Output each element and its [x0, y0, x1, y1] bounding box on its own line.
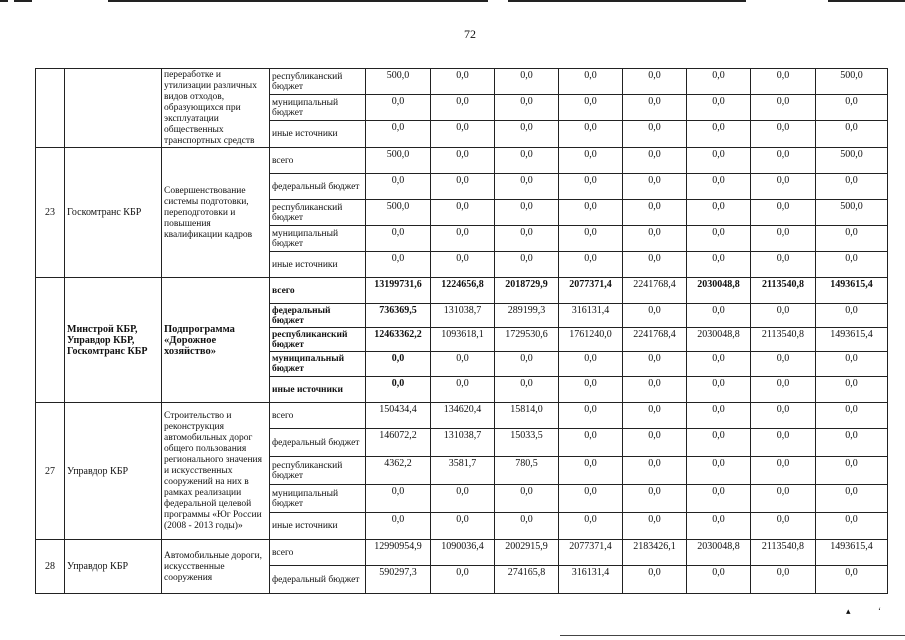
value-cell: 146072,2 [366, 429, 431, 457]
funding-source: муниципальный бюджет [270, 352, 366, 377]
value-cell: 0,0 [623, 513, 687, 540]
funding-source: всего [270, 403, 366, 429]
value-cell: 0,0 [751, 457, 816, 485]
value-cell: 0,0 [623, 457, 687, 485]
value-cell: 0,0 [559, 226, 623, 252]
value-cell: 15814,0 [495, 403, 559, 429]
value-cell: 0,0 [559, 200, 623, 226]
value-cell: 0,0 [366, 485, 431, 513]
funding-source: муниципальный бюджет [270, 95, 366, 121]
value-cell: 0,0 [816, 95, 888, 121]
value-cell: 2113540,8 [751, 328, 816, 352]
value-cell: 500,0 [366, 200, 431, 226]
value-cell: 0,0 [687, 377, 751, 403]
value-cell: 0,0 [687, 200, 751, 226]
value-cell: 0,0 [751, 429, 816, 457]
value-cell: 0,0 [687, 174, 751, 200]
value-cell: 0,0 [623, 148, 687, 174]
value-cell: 0,0 [687, 457, 751, 485]
value-cell: 0,0 [687, 252, 751, 278]
value-cell: 0,0 [559, 485, 623, 513]
value-cell: 0,0 [366, 226, 431, 252]
value-cell: 0,0 [559, 429, 623, 457]
value-cell: 2030048,8 [687, 278, 751, 304]
value-cell: 0,0 [751, 566, 816, 594]
value-cell: 0,0 [623, 566, 687, 594]
value-cell: 1761240,0 [559, 328, 623, 352]
value-cell: 0,0 [366, 121, 431, 148]
funding-source: федеральный бюджет [270, 429, 366, 457]
table-row [36, 540, 888, 566]
value-cell: 0,0 [623, 485, 687, 513]
value-cell: 0,0 [431, 69, 495, 95]
value-cell: 274165,8 [495, 566, 559, 594]
value-cell: 0,0 [751, 200, 816, 226]
value-cell: 500,0 [366, 69, 431, 95]
value-cell: 0,0 [687, 304, 751, 328]
value-cell: 0,0 [687, 429, 751, 457]
value-cell: 13199731,6 [366, 278, 431, 304]
measure-description: Автомобильные дороги, искусственные сооружения [162, 540, 270, 594]
table-row [36, 69, 888, 95]
value-cell: 0,0 [431, 226, 495, 252]
value-cell: 0,0 [751, 148, 816, 174]
value-cell: 15033,5 [495, 429, 559, 457]
value-cell: 0,0 [751, 513, 816, 540]
value-cell: 0,0 [816, 174, 888, 200]
value-cell: 1493615,4 [816, 278, 888, 304]
value-cell: 0,0 [751, 174, 816, 200]
value-cell: 131038,7 [431, 429, 495, 457]
funding-source: республиканский бюджет [270, 69, 366, 95]
value-cell: 2018729,9 [495, 278, 559, 304]
value-cell: 0,0 [751, 69, 816, 95]
value-cell: 500,0 [816, 200, 888, 226]
value-cell: 0,0 [366, 352, 431, 377]
value-cell: 0,0 [816, 377, 888, 403]
value-cell: 0,0 [687, 69, 751, 95]
value-cell: 0,0 [816, 566, 888, 594]
value-cell: 0,0 [751, 121, 816, 148]
value-cell: 0,0 [687, 148, 751, 174]
funding-source: республиканский бюджет [270, 457, 366, 485]
executor-cell: Управдор КБР [65, 540, 162, 594]
value-cell: 0,0 [623, 429, 687, 457]
value-cell: 134620,4 [431, 403, 495, 429]
table-row [36, 148, 888, 174]
value-cell: 1729530,6 [495, 328, 559, 352]
value-cell: 0,0 [816, 513, 888, 540]
table-row [36, 403, 888, 429]
value-cell: 0,0 [816, 429, 888, 457]
value-cell: 2113540,8 [751, 278, 816, 304]
funding-source: федеральный бюджет [270, 304, 366, 328]
value-cell: 500,0 [366, 148, 431, 174]
value-cell: 0,0 [495, 377, 559, 403]
value-cell: 0,0 [495, 485, 559, 513]
value-cell: 590297,3 [366, 566, 431, 594]
value-cell: 2002915,9 [495, 540, 559, 566]
value-cell: 0,0 [623, 95, 687, 121]
value-cell: 0,0 [559, 513, 623, 540]
scan-speck: ʻ [878, 606, 881, 616]
value-cell: 0,0 [751, 403, 816, 429]
value-cell: 0,0 [751, 377, 816, 403]
funding-source: федеральный бюджет [270, 566, 366, 594]
executor-cell: Управдор КБР [65, 403, 162, 540]
funding-source: иные источники [270, 121, 366, 148]
value-cell: 0,0 [495, 513, 559, 540]
value-cell: 0,0 [559, 352, 623, 377]
value-cell: 0,0 [431, 200, 495, 226]
value-cell: 0,0 [687, 403, 751, 429]
value-cell: 0,0 [816, 121, 888, 148]
funding-source: федеральный бюджет [270, 174, 366, 200]
funding-source: иные источники [270, 252, 366, 278]
value-cell: 0,0 [559, 121, 623, 148]
row-number-cell [36, 278, 65, 403]
funding-source: муниципальный бюджет [270, 226, 366, 252]
value-cell: 0,0 [366, 252, 431, 278]
value-cell: 0,0 [431, 352, 495, 377]
value-cell: 0,0 [623, 226, 687, 252]
measure-description: Строительство и реконструкция автомобильных дорог общего пользования регионального значения и искусственных сооружений на них в рамках реализации федеральной целевой программы «Юг России (2008 - 2013 годы)» [162, 403, 270, 540]
value-cell: 0,0 [431, 252, 495, 278]
funding-source: всего [270, 540, 366, 566]
executor-cell: Госкомтранс КБР [65, 148, 162, 278]
value-cell: 0,0 [559, 148, 623, 174]
value-cell: 12463362,2 [366, 328, 431, 352]
funding-source: иные источники [270, 513, 366, 540]
value-cell: 0,0 [623, 304, 687, 328]
value-cell: 0,0 [495, 69, 559, 95]
value-cell: 0,0 [687, 513, 751, 540]
row-number-cell: 23 [36, 148, 65, 278]
value-cell: 1093618,1 [431, 328, 495, 352]
measure-description: переработке и утилизации различных видов отходов, образующихся при эксплуатации общественных транспортных средств [162, 69, 270, 148]
executor-cell [65, 69, 162, 148]
value-cell: 2030048,8 [687, 540, 751, 566]
value-cell: 289199,3 [495, 304, 559, 328]
value-cell: 0,0 [751, 95, 816, 121]
scan-top-border [508, 0, 746, 2]
table-row [36, 278, 888, 304]
value-cell: 0,0 [623, 174, 687, 200]
scan-bottom-border [560, 635, 905, 636]
value-cell: 0,0 [366, 95, 431, 121]
value-cell: 0,0 [559, 95, 623, 121]
value-cell: 0,0 [816, 352, 888, 377]
value-cell: 1090036,4 [431, 540, 495, 566]
value-cell: 736369,5 [366, 304, 431, 328]
value-cell: 0,0 [623, 121, 687, 148]
value-cell: 0,0 [751, 304, 816, 328]
row-number-cell [36, 69, 65, 148]
value-cell: 0,0 [623, 200, 687, 226]
value-cell: 3581,7 [431, 457, 495, 485]
value-cell: 0,0 [431, 148, 495, 174]
value-cell: 0,0 [366, 377, 431, 403]
value-cell: 0,0 [559, 377, 623, 403]
scan-top-border [108, 0, 488, 2]
value-cell: 0,0 [431, 121, 495, 148]
value-cell: 0,0 [751, 485, 816, 513]
value-cell: 0,0 [687, 485, 751, 513]
value-cell: 1493615,4 [816, 540, 888, 566]
value-cell: 2077371,4 [559, 278, 623, 304]
value-cell: 2077371,4 [559, 540, 623, 566]
funding-source: муниципальный бюджет [270, 485, 366, 513]
value-cell: 4362,2 [366, 457, 431, 485]
value-cell: 316131,4 [559, 566, 623, 594]
value-cell: 500,0 [816, 69, 888, 95]
funding-source: республиканский бюджет [270, 200, 366, 226]
value-cell: 0,0 [495, 200, 559, 226]
value-cell: 0,0 [687, 226, 751, 252]
value-cell: 0,0 [816, 252, 888, 278]
page-number: 72 [464, 27, 476, 41]
value-cell: 0,0 [366, 513, 431, 540]
value-cell: 0,0 [687, 95, 751, 121]
value-cell: 0,0 [816, 304, 888, 328]
value-cell: 0,0 [816, 226, 888, 252]
value-cell: 0,0 [431, 95, 495, 121]
budget-table [35, 68, 888, 594]
funding-source: всего [270, 148, 366, 174]
value-cell: 0,0 [751, 226, 816, 252]
value-cell: 2183426,1 [623, 540, 687, 566]
funding-source: республиканский бюджет [270, 328, 366, 352]
value-cell: 0,0 [495, 252, 559, 278]
value-cell: 0,0 [559, 174, 623, 200]
value-cell: 0,0 [495, 148, 559, 174]
value-cell: 0,0 [559, 403, 623, 429]
value-cell: 0,0 [495, 95, 559, 121]
scan-top-border [14, 0, 32, 2]
value-cell: 0,0 [751, 352, 816, 377]
value-cell: 0,0 [559, 252, 623, 278]
funding-source: всего [270, 278, 366, 304]
value-cell: 2030048,8 [687, 328, 751, 352]
value-cell: 0,0 [687, 352, 751, 377]
value-cell: 0,0 [366, 174, 431, 200]
value-cell: 0,0 [623, 252, 687, 278]
value-cell: 500,0 [816, 148, 888, 174]
value-cell: 0,0 [431, 513, 495, 540]
value-cell: 0,0 [559, 69, 623, 95]
value-cell: 0,0 [623, 69, 687, 95]
value-cell: 0,0 [431, 566, 495, 594]
value-cell: 316131,4 [559, 304, 623, 328]
scan-top-border [0, 0, 8, 2]
value-cell: 0,0 [431, 377, 495, 403]
value-cell: 12990954,9 [366, 540, 431, 566]
scan-top-border [828, 0, 905, 2]
scan-speck: ▴ [846, 606, 851, 616]
value-cell: 0,0 [495, 226, 559, 252]
measure-description: Совершенствование системы подготовки, переподготовки и повышения квалификации кадров [162, 148, 270, 278]
value-cell: 0,0 [495, 352, 559, 377]
row-number-cell: 27 [36, 403, 65, 540]
value-cell: 131038,7 [431, 304, 495, 328]
value-cell: 150434,4 [366, 403, 431, 429]
subprogram-title: Подпрограмма «Дорожное хозяйство» [162, 278, 270, 403]
value-cell: 0,0 [431, 485, 495, 513]
value-cell: 1224656,8 [431, 278, 495, 304]
value-cell: 0,0 [751, 252, 816, 278]
value-cell: 0,0 [816, 403, 888, 429]
funding-source: иные источники [270, 377, 366, 403]
value-cell: 2113540,8 [751, 540, 816, 566]
value-cell: 1493615,4 [816, 328, 888, 352]
value-cell: 2241768,4 [623, 328, 687, 352]
value-cell: 0,0 [687, 566, 751, 594]
value-cell: 0,0 [687, 121, 751, 148]
value-cell: 2241768,4 [623, 278, 687, 304]
executor-cell: Минстрой КБР, Управдор КБР, Госкомтранс КБР [65, 278, 162, 403]
value-cell: 0,0 [623, 403, 687, 429]
value-cell: 0,0 [816, 485, 888, 513]
value-cell: 0,0 [559, 457, 623, 485]
value-cell: 0,0 [816, 457, 888, 485]
value-cell: 0,0 [431, 174, 495, 200]
row-number-cell: 28 [36, 540, 65, 594]
value-cell: 0,0 [495, 121, 559, 148]
value-cell: 780,5 [495, 457, 559, 485]
value-cell: 0,0 [623, 352, 687, 377]
value-cell: 0,0 [623, 377, 687, 403]
value-cell: 0,0 [495, 174, 559, 200]
